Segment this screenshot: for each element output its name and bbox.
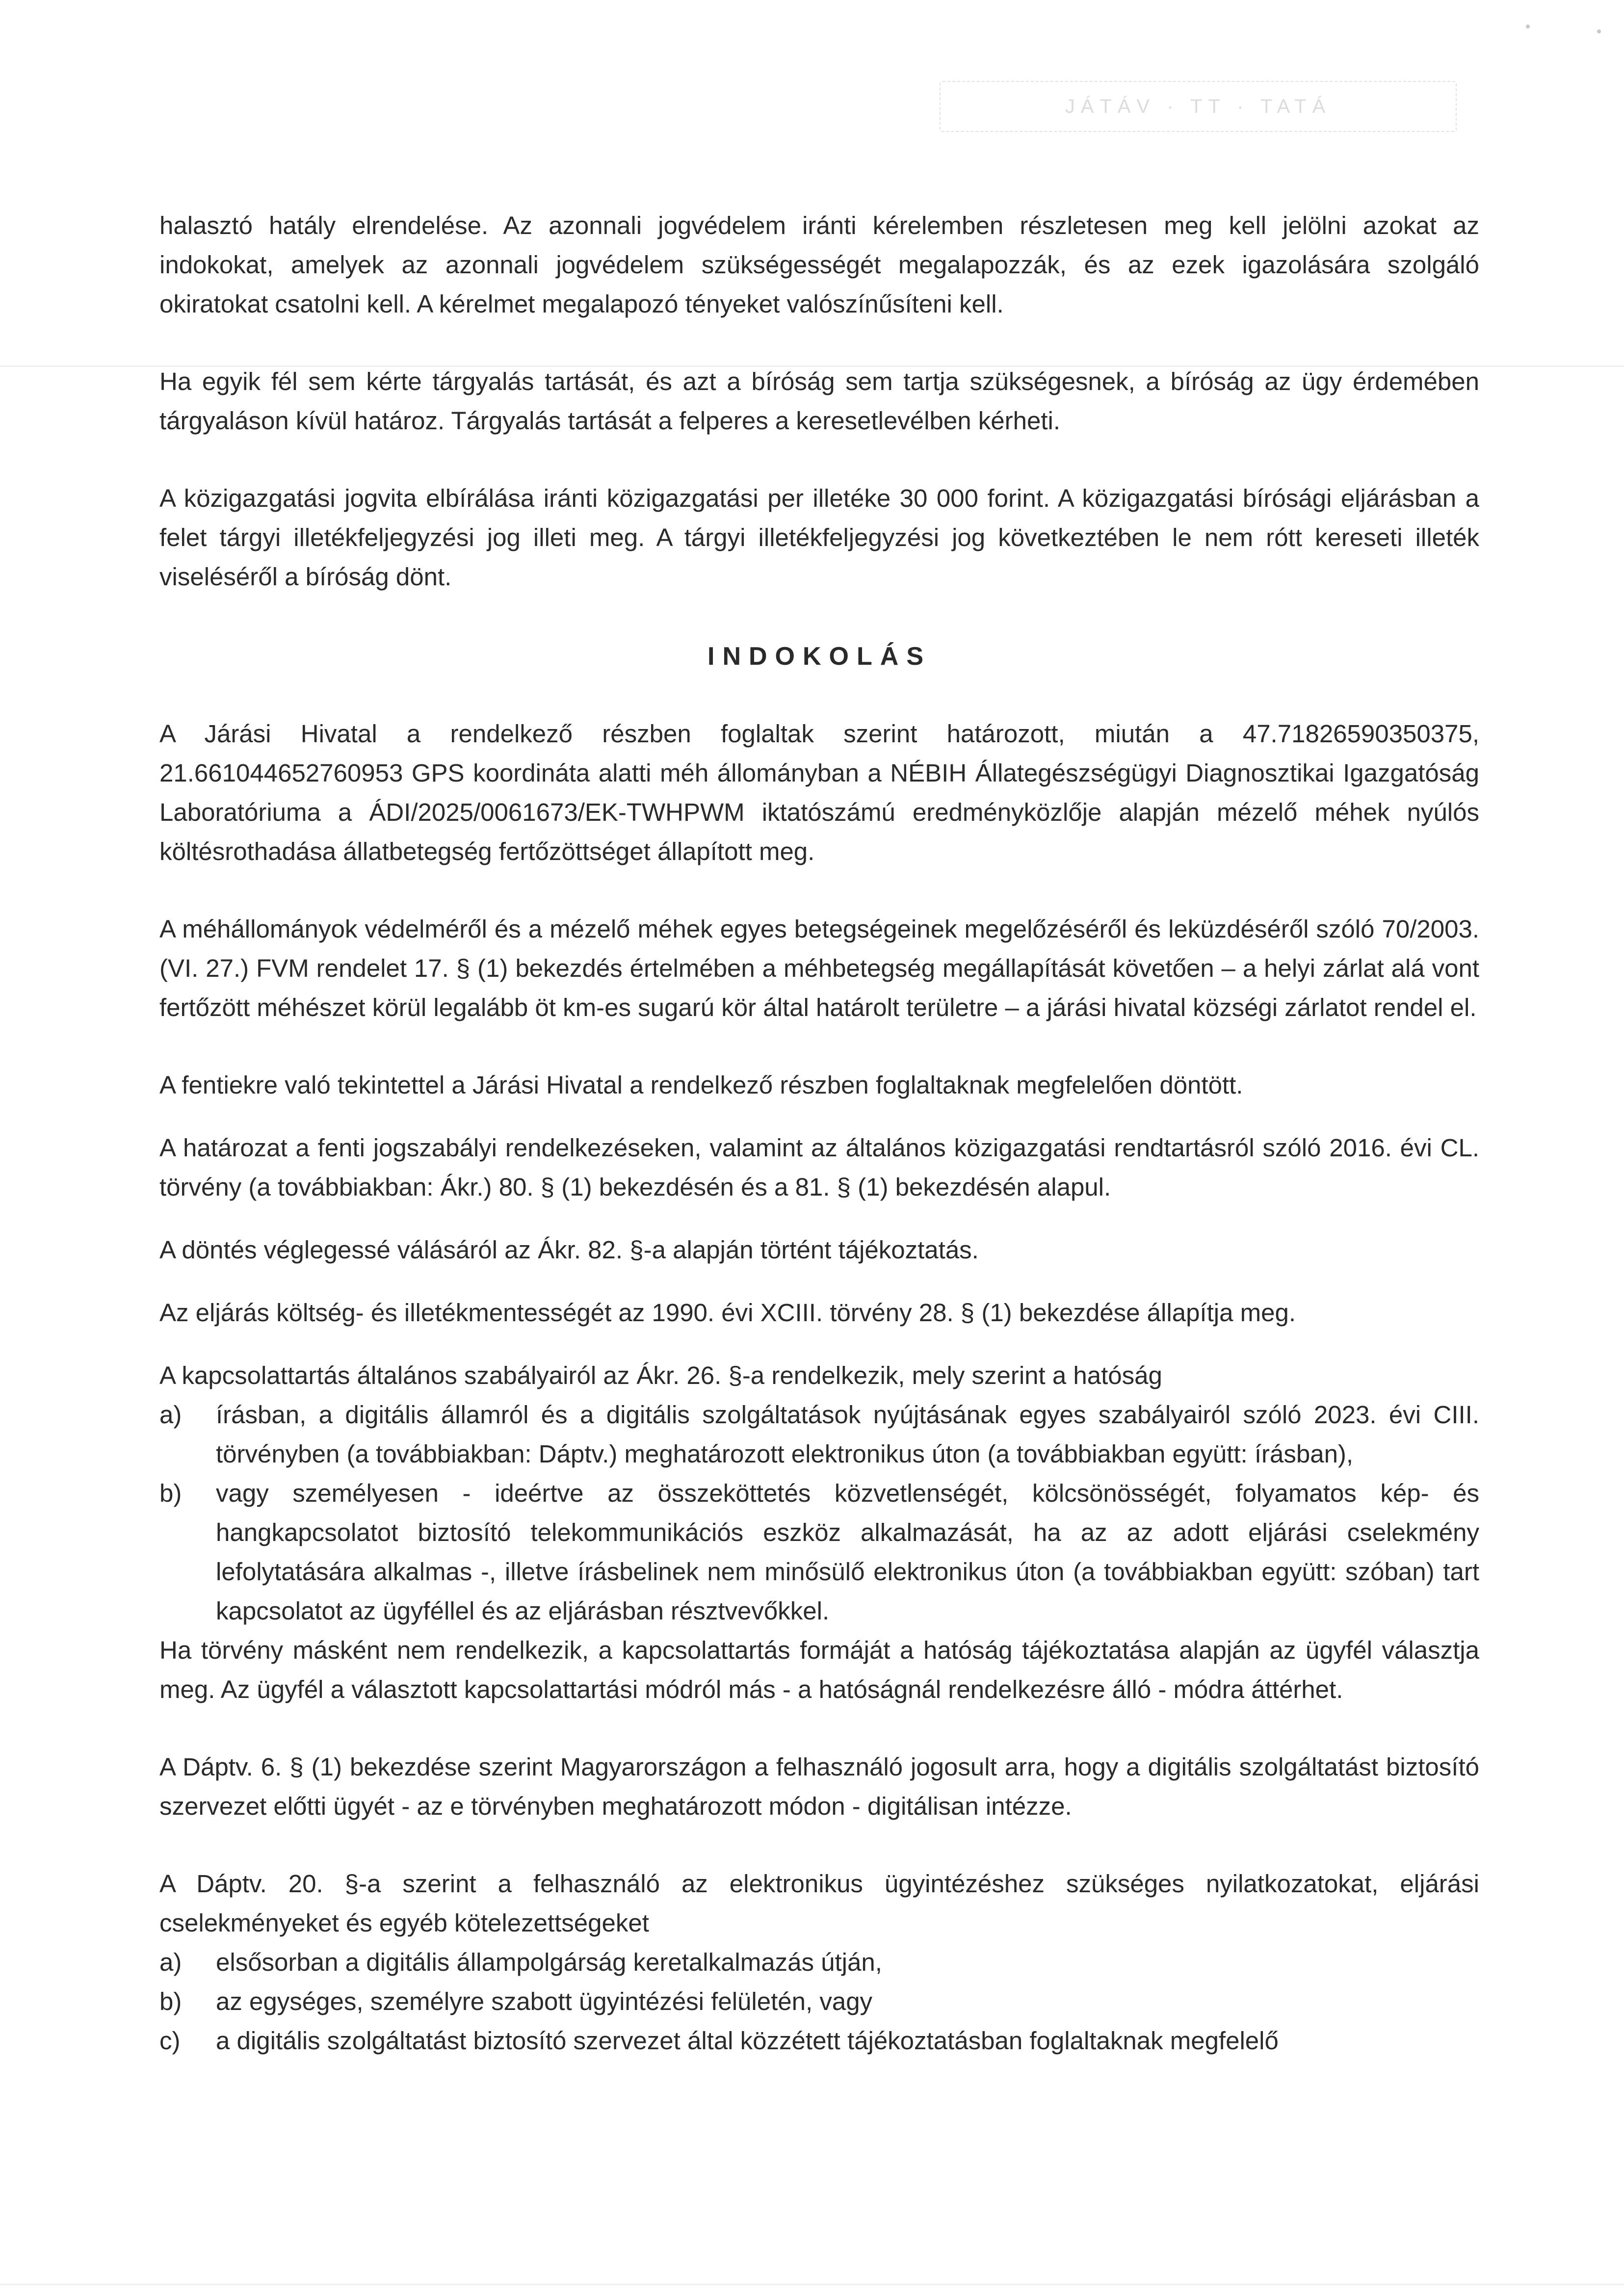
paragraph-contact-choice: Ha törvény másként nem rendelkezik, a kapcsolattartás formáját a hatóság tájékoztatása alapján az ügyfél választja meg. Az ügyfél a választott kapcsolattartási módról más - a hatóságnál rendelkezésre álló - módra áttérhet. bbox=[159, 1636, 1479, 1703]
list-item-text: vagy személyesen - ideértve az összeköttetés közvetlenségét, kölcsönösségét, folyamatos kép- és hangkapcsolatot biztosító telekommunikációs eszköz alkalmazását, ha az az adott eljárási cselekmény lefolytatására alkalmas -, illetve írásbelinek nem minősülő elektronikus úton (a továbbiakban együtt: szóban) tart kapcsolatot az ügyféllel és az eljárásban résztvevőkkel. bbox=[216, 1479, 1479, 1625]
faded-stamp: JÁTÁV · TT · TATÁ bbox=[940, 81, 1457, 132]
paragraph-regulation: A méhállományok védelméről és a mézelő méhek egyes betegségeinek megelőzéséről és leküzdéséről szóló 70/2003. (VI. 27.) FVM rendelet 17. § (1) bekezdés értelmében a méhbetegség megállapítását követően – a helyi zárlat alá vont fertőzött méhészet körül legalább öt km-es sugarú kör által határolt területre – a járási hivatal községi zárlatot rendel el. bbox=[159, 915, 1479, 1021]
list-item-text: a digitális szolgáltatást biztosító szervezet által közzétett tájékoztatásban foglaltaknak megfelelő bbox=[216, 2027, 1279, 2055]
list-item bbox=[159, 1395, 1479, 1474]
list-item bbox=[159, 1982, 1479, 2021]
list-marker: c) bbox=[159, 2027, 181, 2055]
paragraph-decision: A fentiekre való tekintettel a Járási Hivatal a rendelkező részben foglaltaknak megfelelően döntött. bbox=[159, 1071, 1243, 1099]
paragraph-finality: A döntés véglegessé válásáról az Ákr. 82. §-a alapján történt tájékoztatás. bbox=[159, 1236, 979, 1264]
paragraph-cost-exemption: Az eljárás költség- és illetékmentességét az 1990. évi XCIII. törvény 28. § (1) bekezdése állapítja meg. bbox=[159, 1299, 1296, 1327]
list-item-text: elsősorban a digitális állampolgárság keretalkalmazás útján, bbox=[216, 1948, 882, 1976]
electronic-channels-list bbox=[159, 1943, 1479, 2061]
contact-list bbox=[159, 1395, 1479, 1631]
paragraph-legal-basis: A határozat a fenti jogszabályi rendelkezéseken, valamint az általános közigazgatási rendtartásról szóló 2016. évi CL. törvény (a továbbiakban: Ákr.) 80. § (1) bekezdésén és a 81. § (1) bekezdésén alapul. bbox=[159, 1134, 1479, 1201]
section-heading: INDOKOLÁS bbox=[707, 642, 931, 671]
list-item bbox=[159, 2021, 1479, 2061]
document-body bbox=[159, 206, 1479, 2061]
paragraph-daptv-20: A Dáptv. 20. §-a szerint a felhasználó az elektronikus ügyintézéshez szükséges nyilatkozatokat, eljárási cselekményeket és egyéb kötelezettségeket bbox=[159, 1870, 1479, 1937]
list-item-text: az egységes, személyre szabott ügyintézési felületén, vagy bbox=[216, 1987, 873, 2015]
list-marker: a) bbox=[159, 1948, 182, 1976]
list-item-text: írásban, a digitális államról és a digitális szolgáltatások nyújtásának egyes szabályairól szóló 2023. évi CIII. törvényben (a továbbiakban: Dáptv.) meghatározott elektronikus úton (a továbbiakban együtt: írásban), bbox=[216, 1401, 1479, 1468]
list-item bbox=[159, 1943, 1479, 1982]
paragraph-suspensive-effect: halasztó hatály elrendelése. Az azonnali jogvédelem iránti kérelemben részletesen meg kell jelölni azokat az indokokat, amelyek az azonnali jogvédelem szükségességét megalapozzák, és az ezek igazolására szolgáló okiratokat csatolni kell. A kérelmet megalapozó tényeket valószínűsíteni kell. bbox=[159, 211, 1479, 318]
list-marker: a) bbox=[159, 1401, 182, 1429]
list-marker: b) bbox=[159, 1479, 182, 1507]
scan-dot bbox=[1526, 25, 1530, 28]
paragraph-daptv-6: A Dáptv. 6. § (1) bekezdése szerint Magyarországon a felhasználó jogosult arra, hogy a digitális szolgáltatást biztosító szervezet előtti ügyét - az e törvényben meghatározott módon - digitálisan intézze. bbox=[159, 1753, 1479, 1820]
paragraph-contact-rules: A kapcsolattartás általános szabályairól az Ákr. 26. §-a rendelkezik, mely szerint a hatóság bbox=[159, 1361, 1162, 1389]
scan-dot bbox=[1597, 29, 1601, 33]
list-marker: b) bbox=[159, 1987, 182, 2015]
scan-line-bottom bbox=[0, 2284, 1624, 2285]
paragraph-fee: A közigazgatási jogvita elbírálása iránti közigazgatási per illetéke 30 000 forint. A közigazgatási bírósági eljárásban a felet tárgyi illetékfeljegyzési jog illeti meg. A tárgyi illetékfeljegyzési jog következtében le nem rótt kereseti illeték viseléséről a bíróság dönt. bbox=[159, 484, 1479, 591]
paragraph-reasoning: A Járási Hivatal a rendelkező részben foglaltak szerint határozott, miután a 47.71826590350375, 21.661044652760953 GPS koordináta alatti méh állományban a NÉBIH Állategészségügyi Diagnosztikai Igazgatóság Laboratóriuma a ÁDI/2025/0061673/EK-TWHPWM iktatószámú eredményközlője alapján mézelő méhek nyúlós költésrothadása állatbetegség fertőzöttséget állapított meg. bbox=[159, 720, 1479, 865]
list-item bbox=[159, 1474, 1479, 1631]
paragraph-hearing: Ha egyik fél sem kérte tárgyalás tartását, és azt a bíróság sem tartja szükségesnek, a bíróság az ügy érdemében tárgyaláson kívül határoz. Tárgyalás tartását a felperes a keresetlevélben kérheti. bbox=[159, 367, 1479, 435]
